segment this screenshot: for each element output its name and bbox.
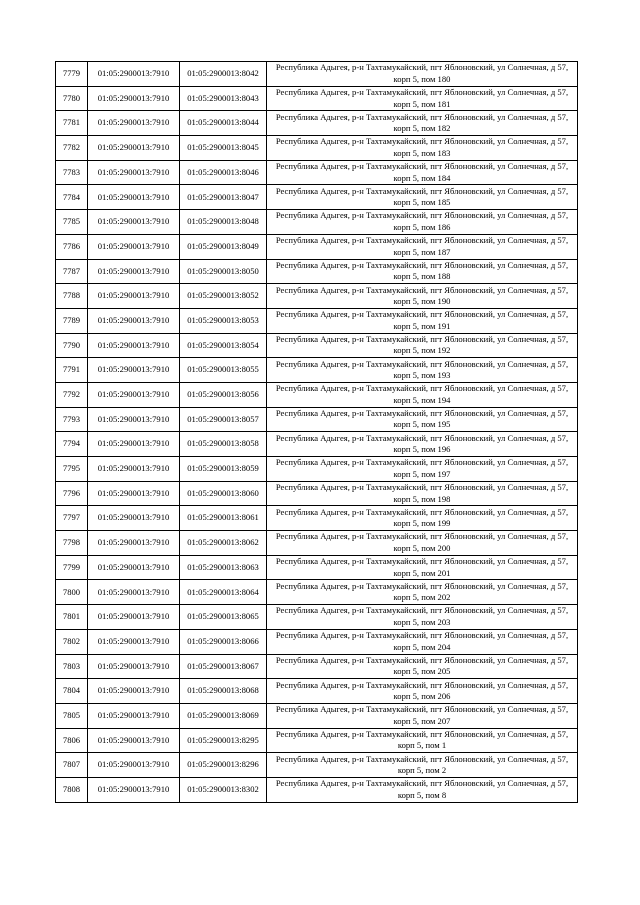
row-number-cell: 7791 xyxy=(56,358,88,383)
address-cell: Республика Адыгея, р-н Тахтамукайский, пгт Яблоновский, ул Солнечная, д 57, корп 5, пом 202 xyxy=(267,580,578,605)
cadastral-number-cell: 01:05:2900013:8054 xyxy=(180,333,267,358)
parent-cadastral-number-cell: 01:05:2900013:7910 xyxy=(88,333,180,358)
cadastral-number-cell: 01:05:2900013:8055 xyxy=(180,358,267,383)
address-cell: Республика Адыгея, р-н Тахтамукайский, пгт Яблоновский, ул Солнечная, д 57, корп 5, пом 1 xyxy=(267,728,578,753)
address-cell: Республика Адыгея, р-н Тахтамукайский, пгт Яблоновский, ул Солнечная, д 57, корп 5, пом 197 xyxy=(267,457,578,482)
row-number-cell: 7797 xyxy=(56,506,88,531)
address-cell: Республика Адыгея, р-н Тахтамукайский, пгт Яблоновский, ул Солнечная, д 57, корп 5, пом 195 xyxy=(267,407,578,432)
cadastral-number-cell: 01:05:2900013:8067 xyxy=(180,654,267,679)
parent-cadastral-number-cell: 01:05:2900013:7910 xyxy=(88,284,180,309)
cadastral-number-cell: 01:05:2900013:8049 xyxy=(180,234,267,259)
table-row xyxy=(56,284,578,309)
parent-cadastral-number-cell: 01:05:2900013:7910 xyxy=(88,136,180,161)
address-cell: Республика Адыгея, р-н Тахтамукайский, пгт Яблоновский, ул Солнечная, д 57, корп 5, пом 187 xyxy=(267,234,578,259)
address-cell: Республика Адыгея, р-н Тахтамукайский, пгт Яблоновский, ул Солнечная, д 57, корп 5, пом 196 xyxy=(267,432,578,457)
table-row xyxy=(56,382,578,407)
parent-cadastral-number-cell: 01:05:2900013:7910 xyxy=(88,580,180,605)
table-row xyxy=(56,358,578,383)
row-number-cell: 7804 xyxy=(56,679,88,704)
table-row xyxy=(56,481,578,506)
parent-cadastral-number-cell: 01:05:2900013:7910 xyxy=(88,605,180,630)
row-number-cell: 7789 xyxy=(56,308,88,333)
table-row xyxy=(56,457,578,482)
table-row xyxy=(56,753,578,778)
cadastral-number-cell: 01:05:2900013:8061 xyxy=(180,506,267,531)
table-row xyxy=(56,185,578,210)
address-cell: Республика Адыгея, р-н Тахтамукайский, пгт Яблоновский, ул Солнечная, д 57, корп 5, пом 191 xyxy=(267,308,578,333)
cadastral-number-cell: 01:05:2900013:8065 xyxy=(180,605,267,630)
address-cell: Республика Адыгея, р-н Тахтамукайский, пгт Яблоновский, ул Солнечная, д 57, корп 5, пом 203 xyxy=(267,605,578,630)
table-row xyxy=(56,679,578,704)
parent-cadastral-number-cell: 01:05:2900013:7910 xyxy=(88,382,180,407)
address-cell: Республика Адыгея, р-н Тахтамукайский, пгт Яблоновский, ул Солнечная, д 57, корп 5, пом 186 xyxy=(267,210,578,235)
parent-cadastral-number-cell: 01:05:2900013:7910 xyxy=(88,728,180,753)
row-number-cell: 7780 xyxy=(56,86,88,111)
cadastral-number-cell: 01:05:2900013:8060 xyxy=(180,481,267,506)
parent-cadastral-number-cell: 01:05:2900013:7910 xyxy=(88,654,180,679)
table-row xyxy=(56,86,578,111)
row-number-cell: 7794 xyxy=(56,432,88,457)
table-row xyxy=(56,308,578,333)
table-row xyxy=(56,629,578,654)
row-number-cell: 7793 xyxy=(56,407,88,432)
row-number-cell: 7802 xyxy=(56,629,88,654)
address-cell: Республика Адыгея, р-н Тахтамукайский, пгт Яблоновский, ул Солнечная, д 57, корп 5, пом 201 xyxy=(267,555,578,580)
address-cell: Республика Адыгея, р-н Тахтамукайский, пгт Яблоновский, ул Солнечная, д 57, корп 5, пом 194 xyxy=(267,382,578,407)
row-number-cell: 7783 xyxy=(56,160,88,185)
cadastral-number-cell: 01:05:2900013:8048 xyxy=(180,210,267,235)
cadastral-number-cell: 01:05:2900013:8052 xyxy=(180,284,267,309)
cadastral-number-cell: 01:05:2900013:8043 xyxy=(180,86,267,111)
cadastral-number-cell: 01:05:2900013:8063 xyxy=(180,555,267,580)
cadastral-number-cell: 01:05:2900013:8050 xyxy=(180,259,267,284)
parent-cadastral-number-cell: 01:05:2900013:7910 xyxy=(88,234,180,259)
table-row xyxy=(56,62,578,87)
table-row xyxy=(56,777,578,802)
address-cell: Республика Адыгея, р-н Тахтамукайский, пгт Яблоновский, ул Солнечная, д 57, корп 5, пом 188 xyxy=(267,259,578,284)
parent-cadastral-number-cell: 01:05:2900013:7910 xyxy=(88,259,180,284)
parent-cadastral-number-cell: 01:05:2900013:7910 xyxy=(88,160,180,185)
row-number-cell: 7779 xyxy=(56,62,88,87)
address-cell: Республика Адыгея, р-н Тахтамукайский, пгт Яблоновский, ул Солнечная, д 57, корп 5, пом 181 xyxy=(267,86,578,111)
cadastral-number-cell: 01:05:2900013:8056 xyxy=(180,382,267,407)
table-row xyxy=(56,160,578,185)
row-number-cell: 7798 xyxy=(56,531,88,556)
cadastral-number-cell: 01:05:2900013:8058 xyxy=(180,432,267,457)
cadastral-number-cell: 01:05:2900013:8053 xyxy=(180,308,267,333)
parent-cadastral-number-cell: 01:05:2900013:7910 xyxy=(88,111,180,136)
table-row xyxy=(56,111,578,136)
cadastral-number-cell: 01:05:2900013:8066 xyxy=(180,629,267,654)
row-number-cell: 7784 xyxy=(56,185,88,210)
row-number-cell: 7796 xyxy=(56,481,88,506)
table-row xyxy=(56,234,578,259)
table-row xyxy=(56,333,578,358)
row-number-cell: 7788 xyxy=(56,284,88,309)
address-cell: Республика Адыгея, р-н Тахтамукайский, пгт Яблоновский, ул Солнечная, д 57, корп 5, пом 184 xyxy=(267,160,578,185)
address-cell: Республика Адыгея, р-н Тахтамукайский, пгт Яблоновский, ул Солнечная, д 57, корп 5, пом 200 xyxy=(267,531,578,556)
cadastral-number-cell: 01:05:2900013:8059 xyxy=(180,457,267,482)
table-row xyxy=(56,703,578,728)
address-cell: Республика Адыгея, р-н Тахтамукайский, пгт Яблоновский, ул Солнечная, д 57, корп 5, пом 207 xyxy=(267,703,578,728)
table-row xyxy=(56,555,578,580)
registry-table-body xyxy=(56,62,578,803)
row-number-cell: 7787 xyxy=(56,259,88,284)
cadastral-number-cell: 01:05:2900013:8047 xyxy=(180,185,267,210)
table-row xyxy=(56,654,578,679)
table-row xyxy=(56,407,578,432)
parent-cadastral-number-cell: 01:05:2900013:7910 xyxy=(88,531,180,556)
table-row xyxy=(56,432,578,457)
parent-cadastral-number-cell: 01:05:2900013:7910 xyxy=(88,679,180,704)
cadastral-number-cell: 01:05:2900013:8069 xyxy=(180,703,267,728)
address-cell: Республика Адыгея, р-н Тахтамукайский, пгт Яблоновский, ул Солнечная, д 57, корп 5, пом 206 xyxy=(267,679,578,704)
row-number-cell: 7801 xyxy=(56,605,88,630)
row-number-cell: 7806 xyxy=(56,728,88,753)
document-page xyxy=(55,61,577,803)
parent-cadastral-number-cell: 01:05:2900013:7910 xyxy=(88,555,180,580)
parent-cadastral-number-cell: 01:05:2900013:7910 xyxy=(88,308,180,333)
parent-cadastral-number-cell: 01:05:2900013:7910 xyxy=(88,481,180,506)
parent-cadastral-number-cell: 01:05:2900013:7910 xyxy=(88,629,180,654)
table-row xyxy=(56,506,578,531)
address-cell: Республика Адыгея, р-н Тахтамукайский, пгт Яблоновский, ул Солнечная, д 57, корп 5, пом 204 xyxy=(267,629,578,654)
address-cell: Республика Адыгея, р-н Тахтамукайский, пгт Яблоновский, ул Солнечная, д 57, корп 5, пом 185 xyxy=(267,185,578,210)
parent-cadastral-number-cell: 01:05:2900013:7910 xyxy=(88,86,180,111)
address-cell: Республика Адыгея, р-н Тахтамукайский, пгт Яблоновский, ул Солнечная, д 57, корп 5, пом 8 xyxy=(267,777,578,802)
address-cell: Республика Адыгея, р-н Тахтамукайский, пгт Яблоновский, ул Солнечная, д 57, корп 5, пом 182 xyxy=(267,111,578,136)
row-number-cell: 7781 xyxy=(56,111,88,136)
parent-cadastral-number-cell: 01:05:2900013:7910 xyxy=(88,753,180,778)
parent-cadastral-number-cell: 01:05:2900013:7910 xyxy=(88,358,180,383)
table-row xyxy=(56,210,578,235)
address-cell: Республика Адыгея, р-н Тахтамукайский, пгт Яблоновский, ул Солнечная, д 57, корп 5, пом 198 xyxy=(267,481,578,506)
parent-cadastral-number-cell: 01:05:2900013:7910 xyxy=(88,407,180,432)
row-number-cell: 7790 xyxy=(56,333,88,358)
address-cell: Республика Адыгея, р-н Тахтамукайский, пгт Яблоновский, ул Солнечная, д 57, корп 5, пом 2 xyxy=(267,753,578,778)
row-number-cell: 7808 xyxy=(56,777,88,802)
cadastral-number-cell: 01:05:2900013:8042 xyxy=(180,62,267,87)
address-cell: Республика Адыгея, р-н Тахтамукайский, пгт Яблоновский, ул Солнечная, д 57, корп 5, пом 190 xyxy=(267,284,578,309)
row-number-cell: 7782 xyxy=(56,136,88,161)
row-number-cell: 7785 xyxy=(56,210,88,235)
cadastral-number-cell: 01:05:2900013:8062 xyxy=(180,531,267,556)
cadastral-number-cell: 01:05:2900013:8296 xyxy=(180,753,267,778)
table-row xyxy=(56,531,578,556)
parent-cadastral-number-cell: 01:05:2900013:7910 xyxy=(88,703,180,728)
row-number-cell: 7800 xyxy=(56,580,88,605)
parent-cadastral-number-cell: 01:05:2900013:7910 xyxy=(88,210,180,235)
cadastral-number-cell: 01:05:2900013:8046 xyxy=(180,160,267,185)
address-cell: Республика Адыгея, р-н Тахтамукайский, пгт Яблоновский, ул Солнечная, д 57, корп 5, пом 192 xyxy=(267,333,578,358)
address-cell: Республика Адыгея, р-н Тахтамукайский, пгт Яблоновский, ул Солнечная, д 57, корп 5, пом 205 xyxy=(267,654,578,679)
cadastral-number-cell: 01:05:2900013:8045 xyxy=(180,136,267,161)
cadastral-number-cell: 01:05:2900013:8302 xyxy=(180,777,267,802)
table-row xyxy=(56,136,578,161)
parent-cadastral-number-cell: 01:05:2900013:7910 xyxy=(88,185,180,210)
table-row xyxy=(56,580,578,605)
address-cell: Республика Адыгея, р-н Тахтамукайский, пгт Яблоновский, ул Солнечная, д 57, корп 5, пом 180 xyxy=(267,62,578,87)
table-row xyxy=(56,728,578,753)
row-number-cell: 7792 xyxy=(56,382,88,407)
table-row xyxy=(56,605,578,630)
address-cell: Республика Адыгея, р-н Тахтамукайский, пгт Яблоновский, ул Солнечная, д 57, корп 5, пом 193 xyxy=(267,358,578,383)
registry-table xyxy=(55,61,578,803)
parent-cadastral-number-cell: 01:05:2900013:7910 xyxy=(88,506,180,531)
row-number-cell: 7803 xyxy=(56,654,88,679)
parent-cadastral-number-cell: 01:05:2900013:7910 xyxy=(88,62,180,87)
cadastral-number-cell: 01:05:2900013:8044 xyxy=(180,111,267,136)
parent-cadastral-number-cell: 01:05:2900013:7910 xyxy=(88,457,180,482)
cadastral-number-cell: 01:05:2900013:8295 xyxy=(180,728,267,753)
row-number-cell: 7786 xyxy=(56,234,88,259)
parent-cadastral-number-cell: 01:05:2900013:7910 xyxy=(88,777,180,802)
cadastral-number-cell: 01:05:2900013:8068 xyxy=(180,679,267,704)
address-cell: Республика Адыгея, р-н Тахтамукайский, пгт Яблоновский, ул Солнечная, д 57, корп 5, пом 199 xyxy=(267,506,578,531)
row-number-cell: 7795 xyxy=(56,457,88,482)
row-number-cell: 7805 xyxy=(56,703,88,728)
cadastral-number-cell: 01:05:2900013:8064 xyxy=(180,580,267,605)
parent-cadastral-number-cell: 01:05:2900013:7910 xyxy=(88,432,180,457)
cadastral-number-cell: 01:05:2900013:8057 xyxy=(180,407,267,432)
row-number-cell: 7799 xyxy=(56,555,88,580)
address-cell: Республика Адыгея, р-н Тахтамукайский, пгт Яблоновский, ул Солнечная, д 57, корп 5, пом 183 xyxy=(267,136,578,161)
row-number-cell: 7807 xyxy=(56,753,88,778)
table-row xyxy=(56,259,578,284)
